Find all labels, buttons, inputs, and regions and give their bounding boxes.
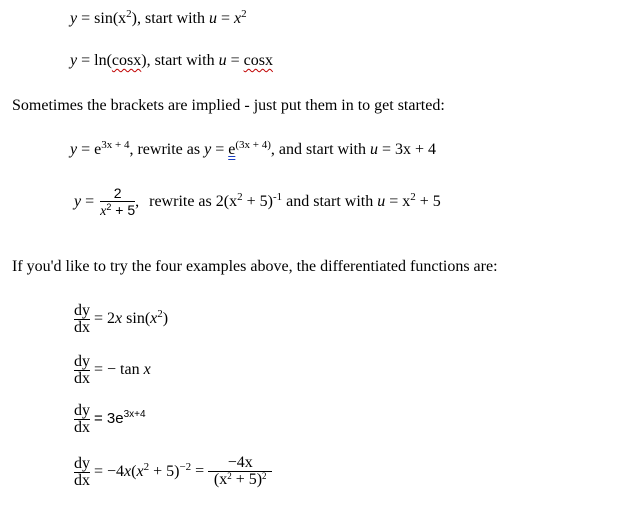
- ex3-u: u: [369, 141, 378, 158]
- ex2-close: ),: [141, 52, 151, 69]
- a1-dydx: [74, 303, 90, 336]
- ex2-cosx: cosx: [111, 52, 142, 69]
- answers-sentence: If you'd like to try the four examples above, the differentiated functions are:: [12, 258, 498, 275]
- a3-dydx: [74, 403, 90, 436]
- ex2-eq: =: [81, 52, 91, 69]
- ex1-start: start with: [144, 10, 205, 27]
- a4-fnum: −4x: [227, 454, 253, 471]
- a2-rhs: = − tan x: [94, 361, 151, 379]
- example-4: [74, 185, 441, 220]
- ex4-comma: ,: [135, 193, 140, 211]
- ex4-num: 2: [113, 185, 122, 201]
- ex3-y2: y: [204, 141, 212, 158]
- ex3-sup1: 3x + 4: [101, 139, 130, 151]
- ex4-rewrite: rewrite as 2(x: [149, 193, 238, 211]
- ex2-cosx2: cosx: [243, 52, 273, 69]
- ex1-lhs: y: [70, 10, 78, 27]
- a4-eq: =: [195, 462, 205, 480]
- a4-num: dy: [74, 454, 90, 472]
- ex3-rest: , and start with: [270, 141, 366, 158]
- a2-num: dy: [74, 353, 90, 370]
- a2-den: dx: [74, 370, 90, 387]
- ex1-expr: sin(x: [94, 10, 127, 27]
- ex4-s1: 2: [237, 191, 243, 204]
- ex4-den: $x^2 + 5$: [100, 202, 136, 219]
- ex3-rewrite: , rewrite as: [129, 141, 201, 158]
- ex4-s3: 2: [410, 191, 416, 204]
- a4-rhs: = $-4x(x^2 + 5)^{-2}$: [94, 460, 192, 480]
- a4-den: dx: [74, 471, 90, 489]
- implied-sentence: Sometimes the brackets are implied - just put them in to get started:: [12, 97, 445, 114]
- ex3-eq: = e: [81, 141, 102, 158]
- a3-den: dx: [74, 419, 90, 436]
- ex2-lhs: y: [70, 52, 78, 69]
- a3-rhs: = $3e^{3x+4}$: [94, 409, 146, 428]
- ex2-eq2: =: [230, 52, 240, 69]
- ex2-u: u: [218, 52, 227, 69]
- ex4-s2: -1: [272, 191, 283, 204]
- a3-num: dy: [74, 402, 90, 419]
- ex3-lhs: y: [70, 141, 78, 158]
- example-3: [70, 141, 436, 159]
- ex1-usup: 2: [241, 8, 247, 20]
- a1-num: dy: [74, 302, 90, 319]
- a4-fraction: [208, 455, 272, 489]
- a2-dydx: [74, 354, 90, 387]
- ex4-fraction: [100, 185, 135, 220]
- ex2-start: start with: [154, 52, 215, 69]
- ex1-x: x: [234, 10, 242, 27]
- answer-4: [74, 455, 272, 489]
- a4-fden: $(x^2 + 5)^2$: [213, 471, 267, 488]
- ex1-eq: =: [81, 10, 91, 27]
- ex1-eq2: =: [220, 10, 230, 27]
- a1-rhs: = 2x $\sin(x^2)$: [94, 308, 169, 328]
- ex1-sup: 2: [126, 8, 132, 20]
- ex1-close: ),: [131, 10, 141, 27]
- ex3-eq3: = 3x + 4: [381, 141, 437, 158]
- ex3-e: e: [228, 141, 236, 158]
- ex3-eq2: =: [215, 141, 225, 158]
- example-2: [70, 52, 273, 70]
- ex4-rest: and start with: [282, 193, 374, 211]
- ex4-mid: + 5): [242, 193, 273, 211]
- ex4-eq: =: [85, 193, 95, 211]
- ex4-lhs: y: [74, 193, 82, 211]
- ex4-end: + 5: [415, 193, 441, 211]
- answer-1: [74, 303, 168, 336]
- a4-dydx: [74, 456, 90, 489]
- ex4-u: u: [377, 193, 386, 211]
- ex2-ln: ln(: [94, 52, 112, 69]
- answer-3: [74, 403, 146, 436]
- a1-den: dx: [74, 319, 90, 336]
- ex3-sup2: (3x + 4): [235, 139, 271, 151]
- ex1-u: u: [208, 10, 217, 27]
- ex4-eq2: = x: [389, 193, 411, 211]
- answer-2: [74, 354, 151, 387]
- example-1: [70, 10, 247, 28]
